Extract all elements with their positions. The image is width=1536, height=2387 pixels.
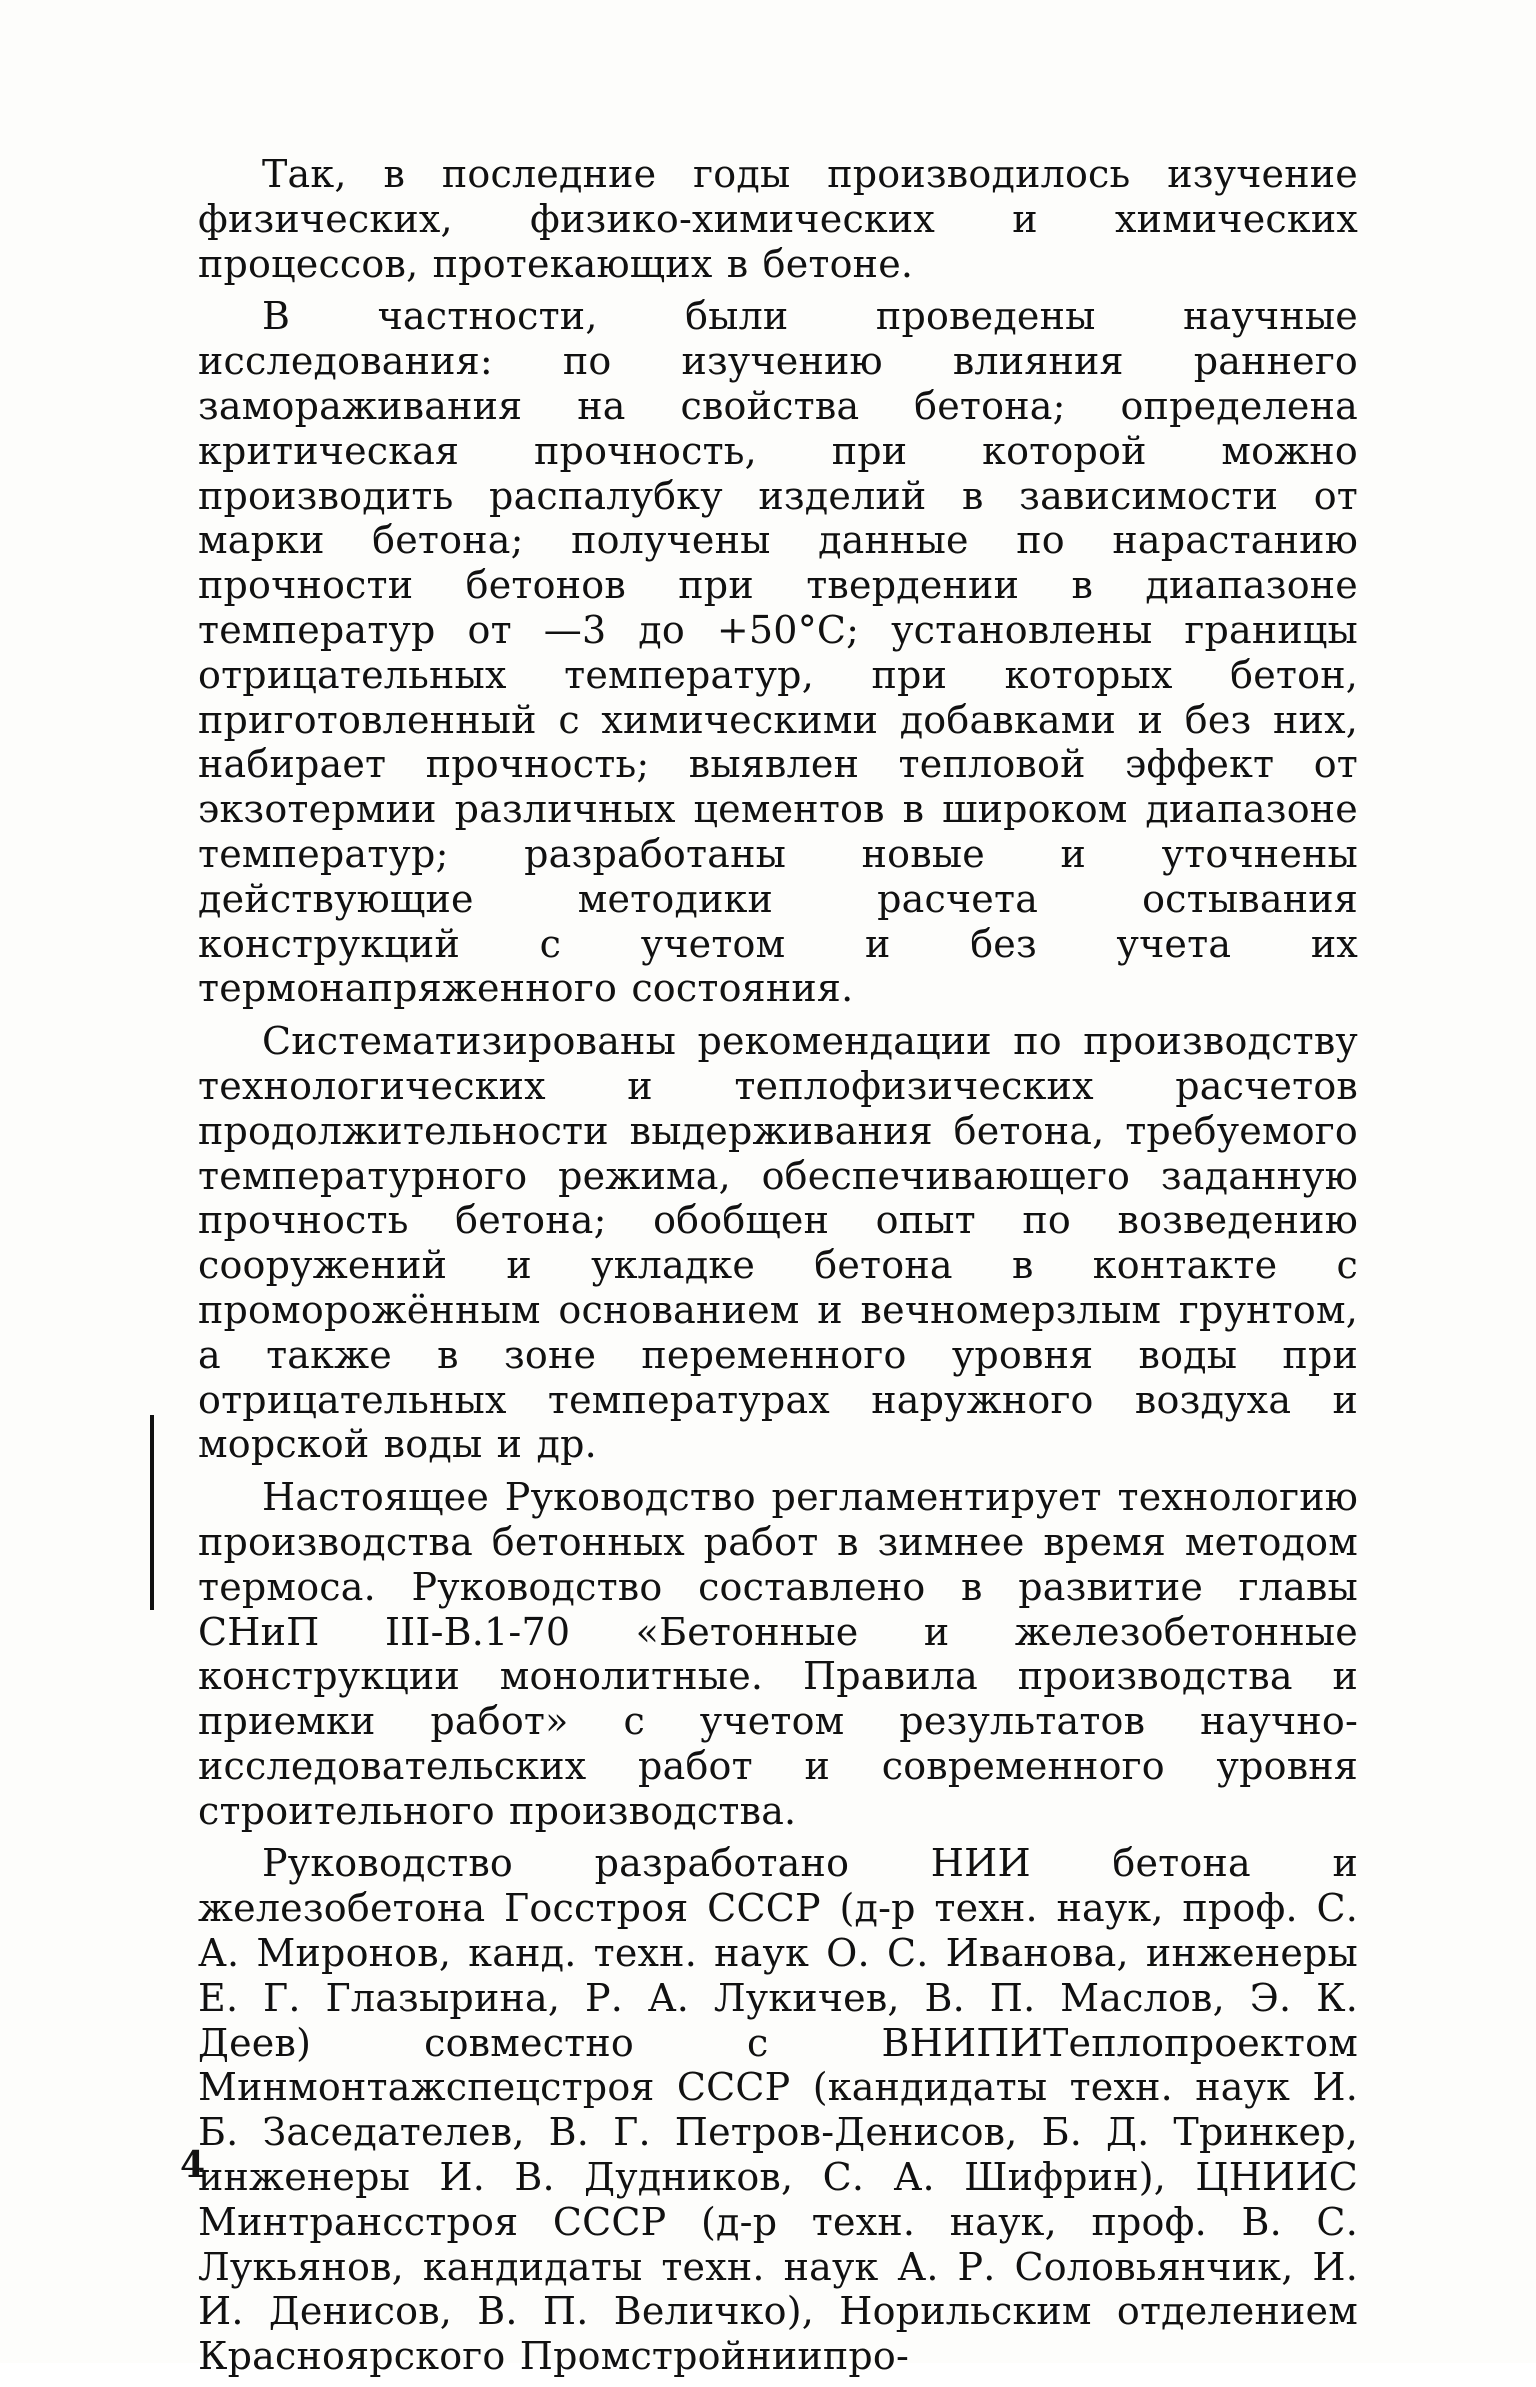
paragraph-authors: Руководство разработано НИИ бетона и железобетона Госстроя СССР (д-р техн. наук, проф. С. А. Миронов, канд. техн. наук О. С. Иванова, инженеры Е. Г. Глазырина, Р. А. Лукичев, В. П. Маслов, Э. К. Деев) совместно с ВНИПИТеплопроектом Минмонтажспецстроя СССР (кандидаты техн. наук И. Б. Заседателев, В. Г. Петров-Денисов, Б. Д. Тринкер, инженеры И. В. Дудников, С. А. Шифрин), ЦНИИС Минтрансстроя СССР (д-р техн. наук, проф. В. С. Лукьянов, кандидаты техн. наук А. Р. Соловьянчик, И. И. Денисов, В. П. Величко), Норильским отделением Красноярского Промстройниипро-: [198, 1841, 1358, 2379]
revision-margin-bar: [150, 1415, 154, 1610]
paragraph-recommendations: Систематизированы рекомендации по производству технологических и теплофизических расчетов продолжительности выдерживания бетона, требуемого температурного режима, обеспечивающего заданную прочность бетона; обобщен опыт по возведению сооружений и укладке бетона в контакте с проморожённым основанием и вечномерзлым грунтом, а также в зоне переменного уровня воды при отрицательных температурах наружного воздуха и морской воды и др.: [198, 1019, 1358, 1467]
paragraph-research: В частности, были проведены научные исследования: по изучению влияния раннего замораживания на свойства бетона; определена критическая прочность, при которой можно производить распалубку изделий в зависимости от марки бетона; получены данные по нарастанию прочности бетонов при твердении в диапазоне температур от —3 до +50°С; установлены границы отрицательных температур, при которых бетон, приготовленный с химическими добавками и без них, набирает прочность; выявлен тепловой эффект от экзотермии различных цементов в широком диапазоне температур; разработаны новые и уточнены действующие методики расчета остывания конструкций с учетом и без учета их термонапряженного состояния.: [198, 294, 1358, 1011]
body-text: [198, 152, 1358, 2387]
paragraph-intro: Так, в последние годы производилось изучение физических, физико-химических и химических процессов, протекающих в бетоне.: [198, 152, 1358, 286]
paragraph-scope: Настоящее Руководство регламентирует технологию производства бетонных работ в зимнее время методом термоса. Руководство составлено в развитие главы СНиП III-В.1-70 «Бетонные и железобетонные конструкции монолитные. Правила производства и приемки работ» с учетом результатов научно-исследовательских работ и современного уровня строительного производства.: [198, 1475, 1358, 1833]
page-number: 4: [180, 2144, 206, 2186]
